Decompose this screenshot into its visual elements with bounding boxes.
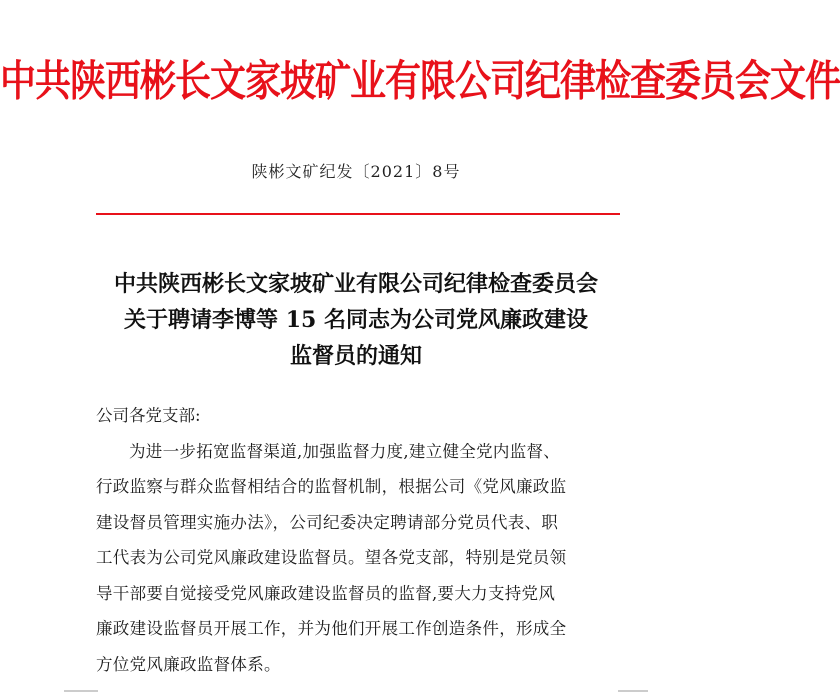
bottom-edge-mark-left [64, 690, 98, 692]
letterhead-title: 中共陕西彬长文家坡矿业有限公司纪律检查委员会文件 [0, 56, 840, 107]
paragraph-line: 方位党风廉政监督体系。 [96, 654, 281, 674]
notice-title-line-2: 关于聘请李博等 15 名同志为公司党风廉政建设 [124, 307, 588, 333]
notice-body [96, 398, 646, 682]
notice-title-line-3: 监督员的通知 [289, 343, 422, 369]
notice-title-line-1: 中共陕西彬长文家坡矿业有限公司纪律检查委员会 [113, 271, 598, 297]
notice-title [0, 266, 712, 374]
salutation: 公司各党支部: [96, 406, 201, 425]
paragraph-line: 建设督员管理实施办法》，公司纪委决定聘请部分党员代表、职 [96, 512, 559, 532]
paragraph-line: 导干部要自觉接受党风廉政建设监督员的监督,要大力支持党风 [96, 583, 556, 603]
paragraph-line: 行政监察与群众监督相结合的监督机制，根据公司《党风廉政监 [96, 477, 567, 496]
document-number: 陕彬文矿纪发〔2021〕8号 [251, 162, 461, 181]
bottom-edge-mark-right [618, 690, 648, 692]
paragraph-line: 廉政建设监督员开展工作，并为他们开展工作创造条件，形成全 [96, 619, 567, 638]
paragraph-line: 工代表为公司党风廉政建设监督员。望各党支部，特别是党员领 [96, 548, 567, 567]
red-divider-rule [96, 213, 620, 215]
paragraph-line: 为进一步拓宽监督渠道,加强监督力度,建立健全党内监督、 [129, 441, 561, 461]
